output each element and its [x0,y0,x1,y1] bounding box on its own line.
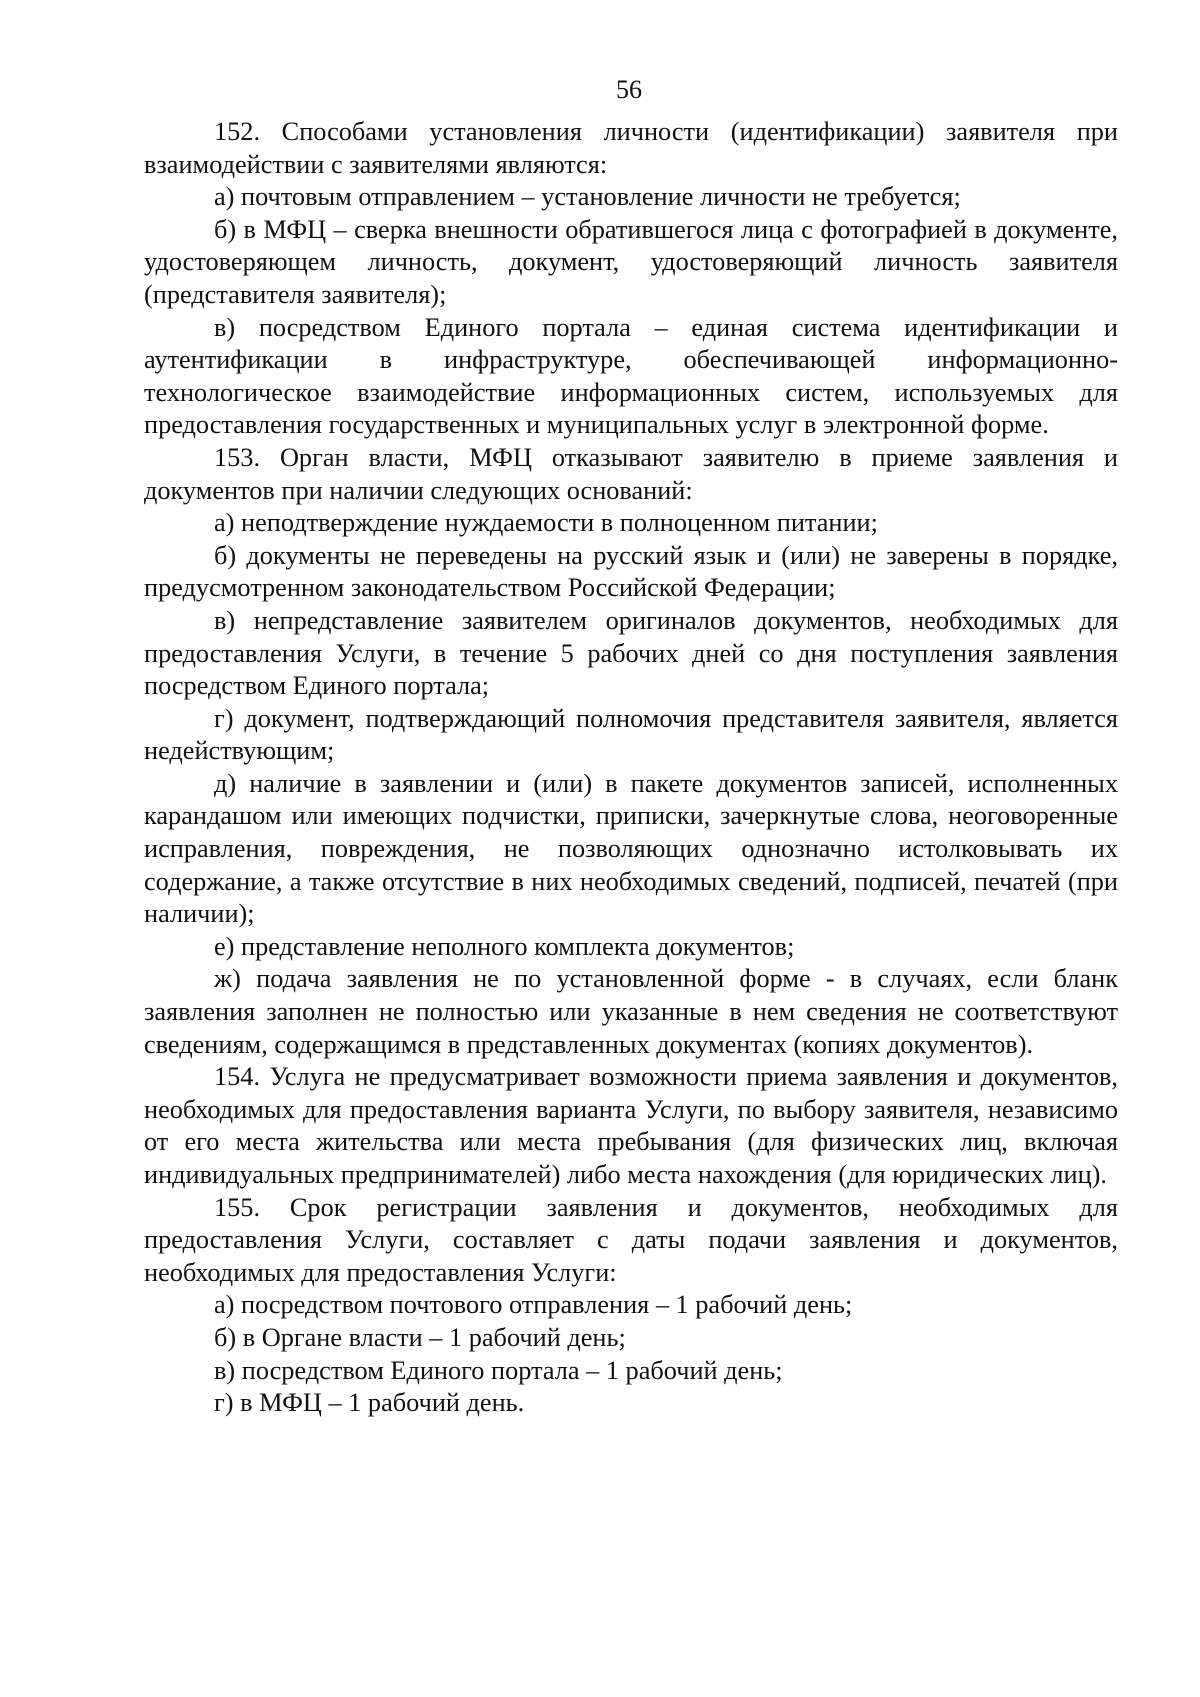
paragraph-153-zh: ж) подача заявления не по установленной форме - в случаях, если бланк заявления заполнен не полностью или указанные в нем сведения не соответствуют сведениям, содержащимся в представленных документах (копиях документов). [144,964,1118,1059]
paragraph-155-b: б) в Органе власти – 1 рабочий день; [214,1322,626,1352]
paragraph-155-v: в) посредством Единого портала – 1 рабочий день; [214,1355,783,1385]
paragraph-152: 152. Способами установления личности (идентификации) заявителя при взаимодействии с заявителями являются: [144,117,1118,179]
paragraph-152-v: в) посредством Единого портала – единая система идентификации и аутентификации в инфраструктуре, обеспечивающей информационно-технологическое взаимодействие информационных систем, используемых для предоставления государственных и муниципальных услуг в электронной форме. [144,312,1118,440]
paragraph-152-b: б) в МФЦ – сверка внешности обратившегося лица с фотографией в документе, удостоверяющем личность, документ, удостоверяющий личность заявителя (представителя заявителя); [144,214,1118,309]
paragraph-155-a: а) посредством почтового отправления – 1 рабочий день; [214,1290,853,1320]
paragraph-153-v: в) непредставление заявителем оригиналов документов, необходимых для предоставления Услуги, в течение 5 рабочих дней со дня поступления заявления посредством Единого портала; [144,605,1118,701]
paragraph-153: 153. Орган власти, МФЦ отказывают заявителю в приеме заявления и документов при наличии следующих оснований: [144,442,1118,505]
paragraph-152-a: а) почтовым отправлением – установление личности не требуется; [214,182,961,212]
paragraph-153-d: д) наличие в заявлении и (или) в пакете документов записей, исполненных карандашом или имеющих подчистки, приписки, зачеркнутые слова, неоговоренные исправления, повреждения, не позволяющих однозначно истолковывать их содержание, а также отсутствие в них необходимых сведений, подписей, печатей (при наличии); [144,768,1118,929]
paragraph-155: 155. Срок регистрации заявления и документов, необходимых для предоставления Услуги, составляет с даты подачи заявления и документов, необходимых для предоставления Услуги: [144,1192,1118,1287]
paragraph-153-g: г) документ, подтверждающий полномочия представителя заявителя, является недействующим; [144,703,1118,766]
document-body [144,116,1118,1420]
paragraph-154: 154. Услуга не предусматривает возможности приема заявления и документов, необходимых для предоставления варианта Услуги, по выбору заявителя, независимо от его места жительства или места пребывания (для физических лиц, включая индивидуальных предпринимателей) либо места нахождения (для юридических лиц). [144,1062,1118,1189]
paragraph-155-g: г) в МФЦ – 1 рабочий день. [214,1388,525,1418]
paragraph-153-e: е) представление неполного комплекта документов; [214,931,795,961]
paragraph-153-a: а) неподтверждение нуждаемости в полноценном питании; [214,508,878,538]
page-number: 56 [616,75,642,104]
paragraph-153-b: б) документы не переведены на русский язык и (или) не заверены в порядке, предусмотренном законодательством Российской Федерации; [144,540,1118,603]
